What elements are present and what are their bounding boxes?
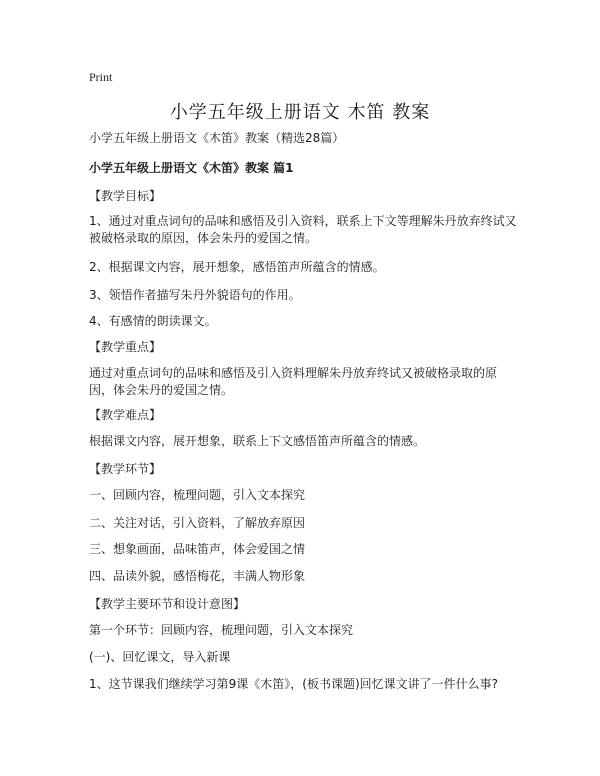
- step-item-2: 二、关注对话，引入资料，了解放弃原因: [89, 516, 306, 530]
- section-heading: 小学五年级上册语文《木笛》教案 篇1: [89, 161, 294, 175]
- print-label: Print: [89, 70, 113, 84]
- step-item-4: 四、品读外貌，感悟梅花，丰满人物形象: [89, 569, 306, 583]
- document-title: 小学五年级上册语文 木笛 教案: [169, 102, 431, 123]
- goal-item-4: 4、有感情的朗读课文。: [89, 314, 217, 328]
- goal-item-2: 2、根据课文内容，展开想象，感悟笛声所蕴含的情感。: [89, 260, 385, 274]
- goals-heading: 【教学目标】: [89, 189, 162, 203]
- steps-heading: 【教学环节】: [89, 462, 162, 476]
- step-item-1: 一、回顾内容，梳理问题，引入文本探究: [89, 488, 306, 502]
- question-1-text: 1、这节课我们继续学习第9课《木笛》，(板书课题)回忆课文讲了一件什么事?: [89, 677, 499, 691]
- review-heading: (一)、回忆课文，导入新课: [89, 650, 231, 664]
- key-points-text: 通过对重点词句的品味和感悟及引入资料理解朱丹放弃终试又被破格录取的原因，体会朱丹的爱国之情。: [89, 366, 498, 397]
- document-subtitle: 小学五年级上册语文《木笛》教案（精选28篇）: [89, 131, 345, 145]
- key-points-heading: 【教学重点】: [89, 340, 162, 354]
- first-step-text: 第一个环节：回顾内容，梳理问题，引入文本探究: [89, 623, 354, 637]
- goal-item-3: 3、领悟作者描写朱丹外貌语句的作用。: [89, 288, 301, 302]
- step-item-3: 三、想象画面，品味笛声，体会爱国之情: [89, 542, 306, 556]
- main-steps-heading: 【教学主要环节和设计意图】: [89, 597, 246, 611]
- difficulty-text: 根据课文内容，展开想象，联系上下文感悟笛声所蕴含的情感。: [89, 434, 426, 448]
- goal-item-1: 1、通过对重点词句的品味和感悟及引入资料，联系上下文等理解朱丹放弃终试又被破格录取的原因，体会朱丹的爱国之情。: [89, 214, 517, 245]
- difficulty-heading: 【教学难点】: [89, 408, 162, 422]
